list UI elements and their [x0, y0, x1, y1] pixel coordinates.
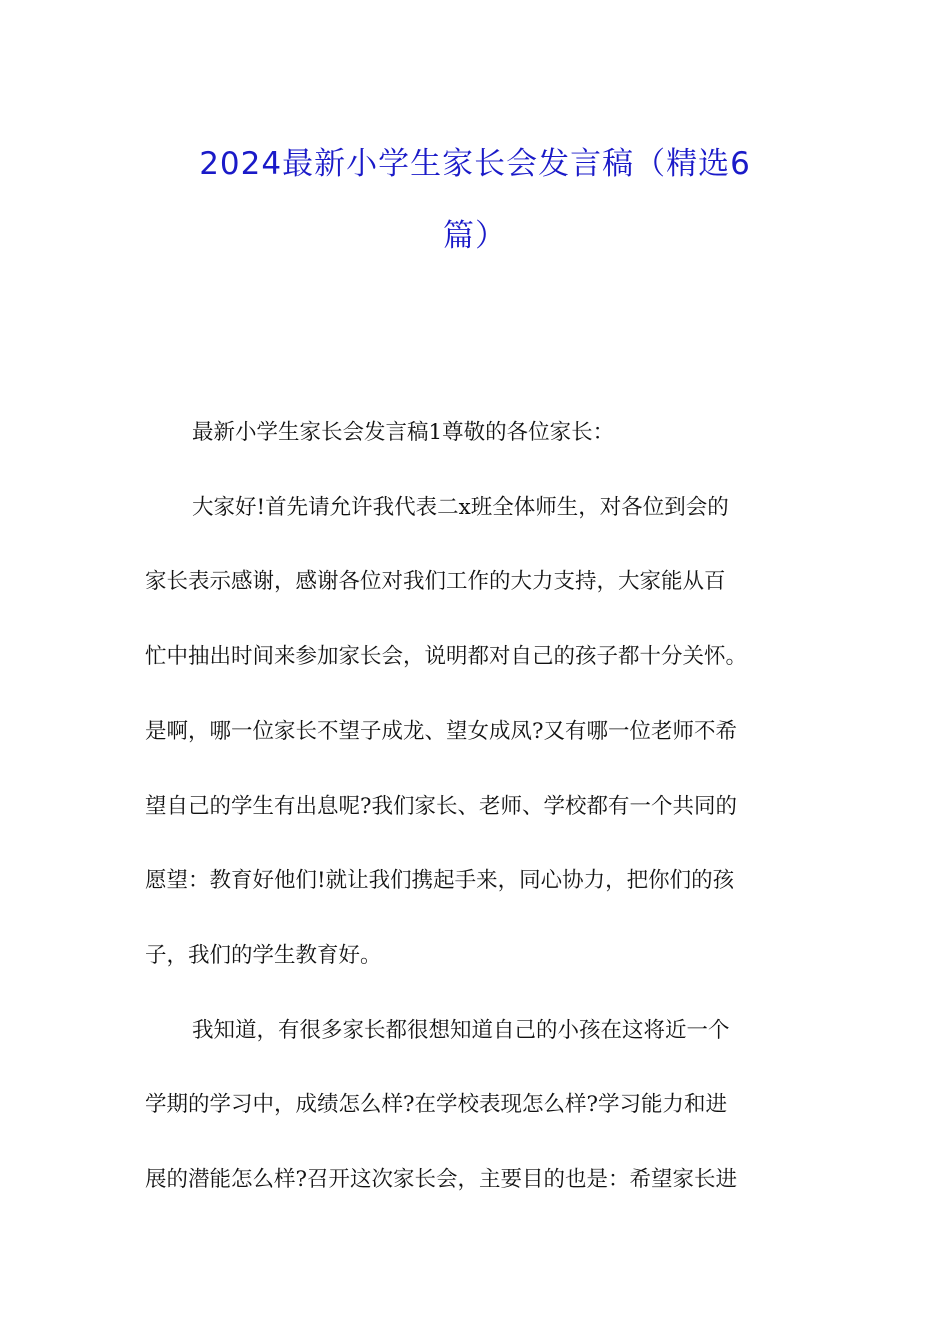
paragraph-2-line-3: 忙中抽出时间来参加家长会，说明都对自己的孩子都十分关怀。	[145, 644, 748, 670]
title-line-1: 2024最新小学生家长会发言稿（精选6	[199, 146, 751, 182]
paragraph-2-line-1: 大家好!首先请允许我代表二x班全体师生，对各位到会的	[192, 494, 729, 520]
paragraph-2-line-4: 是啊，哪一位家长不望子成龙、望女成凤?又有哪一位老师不希	[145, 718, 738, 744]
title-line-2: 篇）	[443, 218, 507, 254]
paragraph-2-line-7: 子，我们的学生教育好。	[145, 942, 382, 968]
paragraph-2-line-5: 望自己的学生有出息呢?我们家长、老师、学校都有一个共同的	[145, 793, 738, 819]
paragraph-1-line-1: 最新小学生家长会发言稿1尊敬的各位家长：	[192, 420, 615, 445]
paragraph-2-line-2: 家长表示感谢，感谢各位对我们工作的大力支持，大家能从百	[145, 569, 726, 595]
paragraph-3-line-3: 展的潜能怎么样?召开这次家长会，主要目的也是：希望家长进	[145, 1167, 738, 1193]
paragraph-2-line-6: 愿望：教育好他们!就让我们携起手来，同心协力，把你们的孩	[145, 868, 735, 894]
paragraph-3-line-1: 我知道，有很多家长都很想知道自己的小孩在这将近一个	[192, 1017, 730, 1043]
document-body	[145, 396, 810, 1218]
paragraph-3-line-2: 学期的学习中，成绩怎么样?在学校表现怎么样?学习能力和进	[145, 1092, 728, 1118]
document-title	[0, 128, 950, 272]
